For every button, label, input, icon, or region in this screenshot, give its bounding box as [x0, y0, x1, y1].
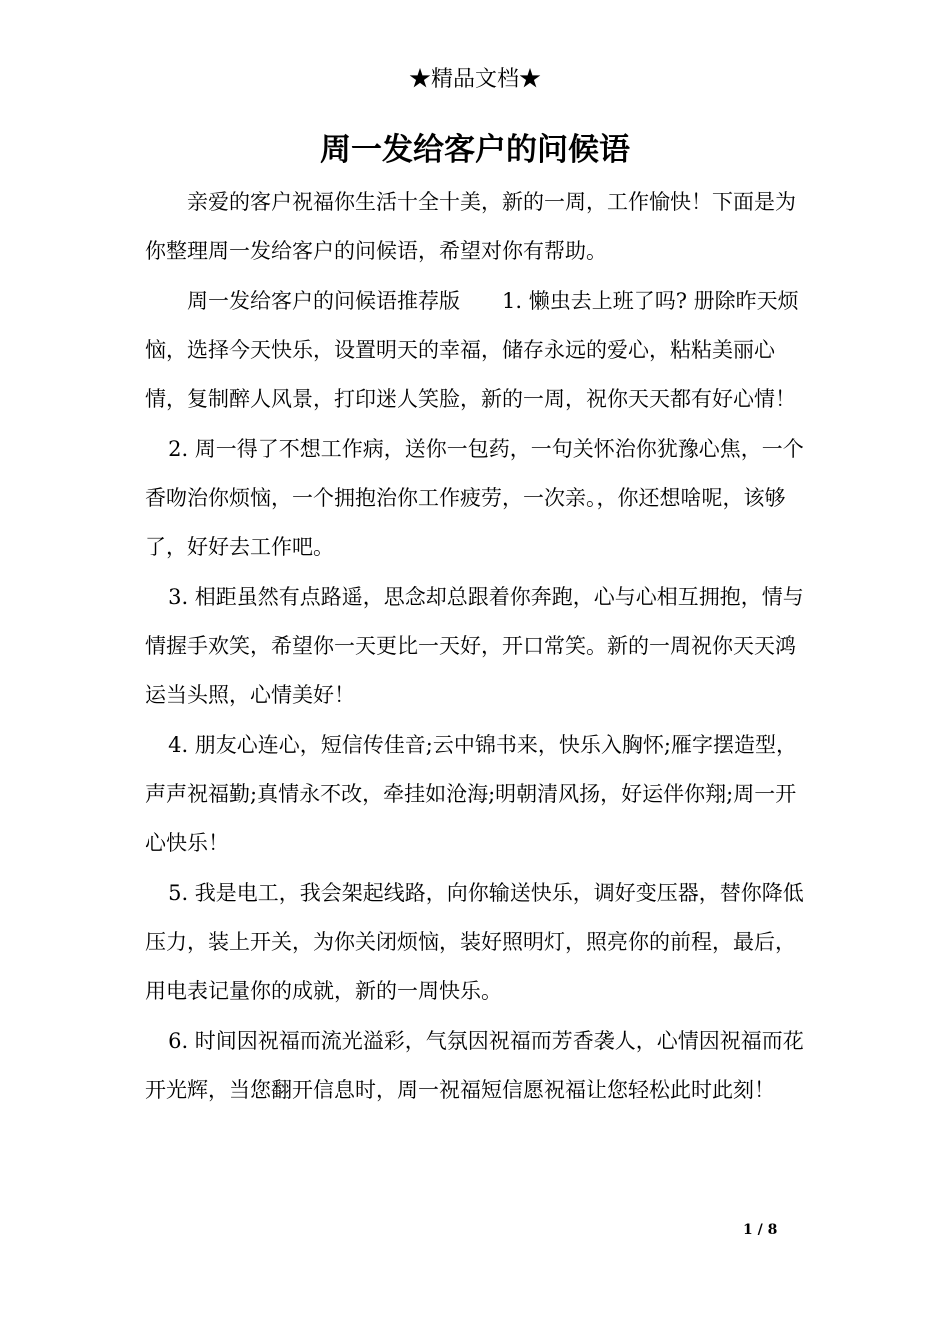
list-item: 6. 时间因祝福而流光溢彩，气氛因祝福而芳香袭人，心情因祝福而花开光辉，当您翻开信息时，周一祝福短信愿祝福让您轻松此时此刻！ [145, 1029, 804, 1102]
list-item: 3. 相距虽然有点路遥，思念却总跟着你奔跑，心与心相互拥抱，情与情握手欢笑，希望你一天更比一天好，开口常笑。新的一周祝你天天鸿运当头照，心情美好！ [145, 585, 804, 707]
document-body [145, 178, 813, 1116]
document-title: 周一发给客户的问候语 [320, 132, 630, 168]
list-item: 4. 朋友心连心，短信传佳音;云中锦书来，快乐入胸怀;雁字摆造型，声声祝福勤;真情永不改，牵挂如沧海;明朝清风扬，好运伴你翔;周一开心快乐！ [145, 733, 797, 855]
page-header: ★精品文档★ [408, 67, 541, 92]
list-item: 2. 周一得了不想工作病，送你一包药，一句关怀治你犹豫心焦，一个香吻治你烦恼，一个拥抱治你工作疲劳，一次亲。，你还想啥呢，该够了，好好去工作吧。 [145, 437, 804, 559]
page-number: 1 / 8 [743, 1222, 778, 1238]
intro-paragraph: 亲爱的客户祝福你生活十全十美，新的一周，工作愉快！下面是为你整理周一发给客户的问候语，希望对你有帮助。 [145, 190, 796, 263]
section-lead-paragraph: 周一发给客户的问候语推荐版 1. 懒虫去上班了吗? 册除昨天烦恼，选择今天快乐，设置明天的幸福，储存永远的爱心，粘粘美丽心情，复制醉人风景，打印迷人笑脸，新的一周，祝你天天都有好心情！ [145, 289, 799, 411]
list-item: 5. 我是电工，我会架起线路，向你输送快乐，调好变压器，替你降低压力，装上开关，为你关闭烦恼，装好照明灯，照亮你的前程，最后，用电表记量你的成就，新的一周快乐。 [145, 881, 804, 1003]
